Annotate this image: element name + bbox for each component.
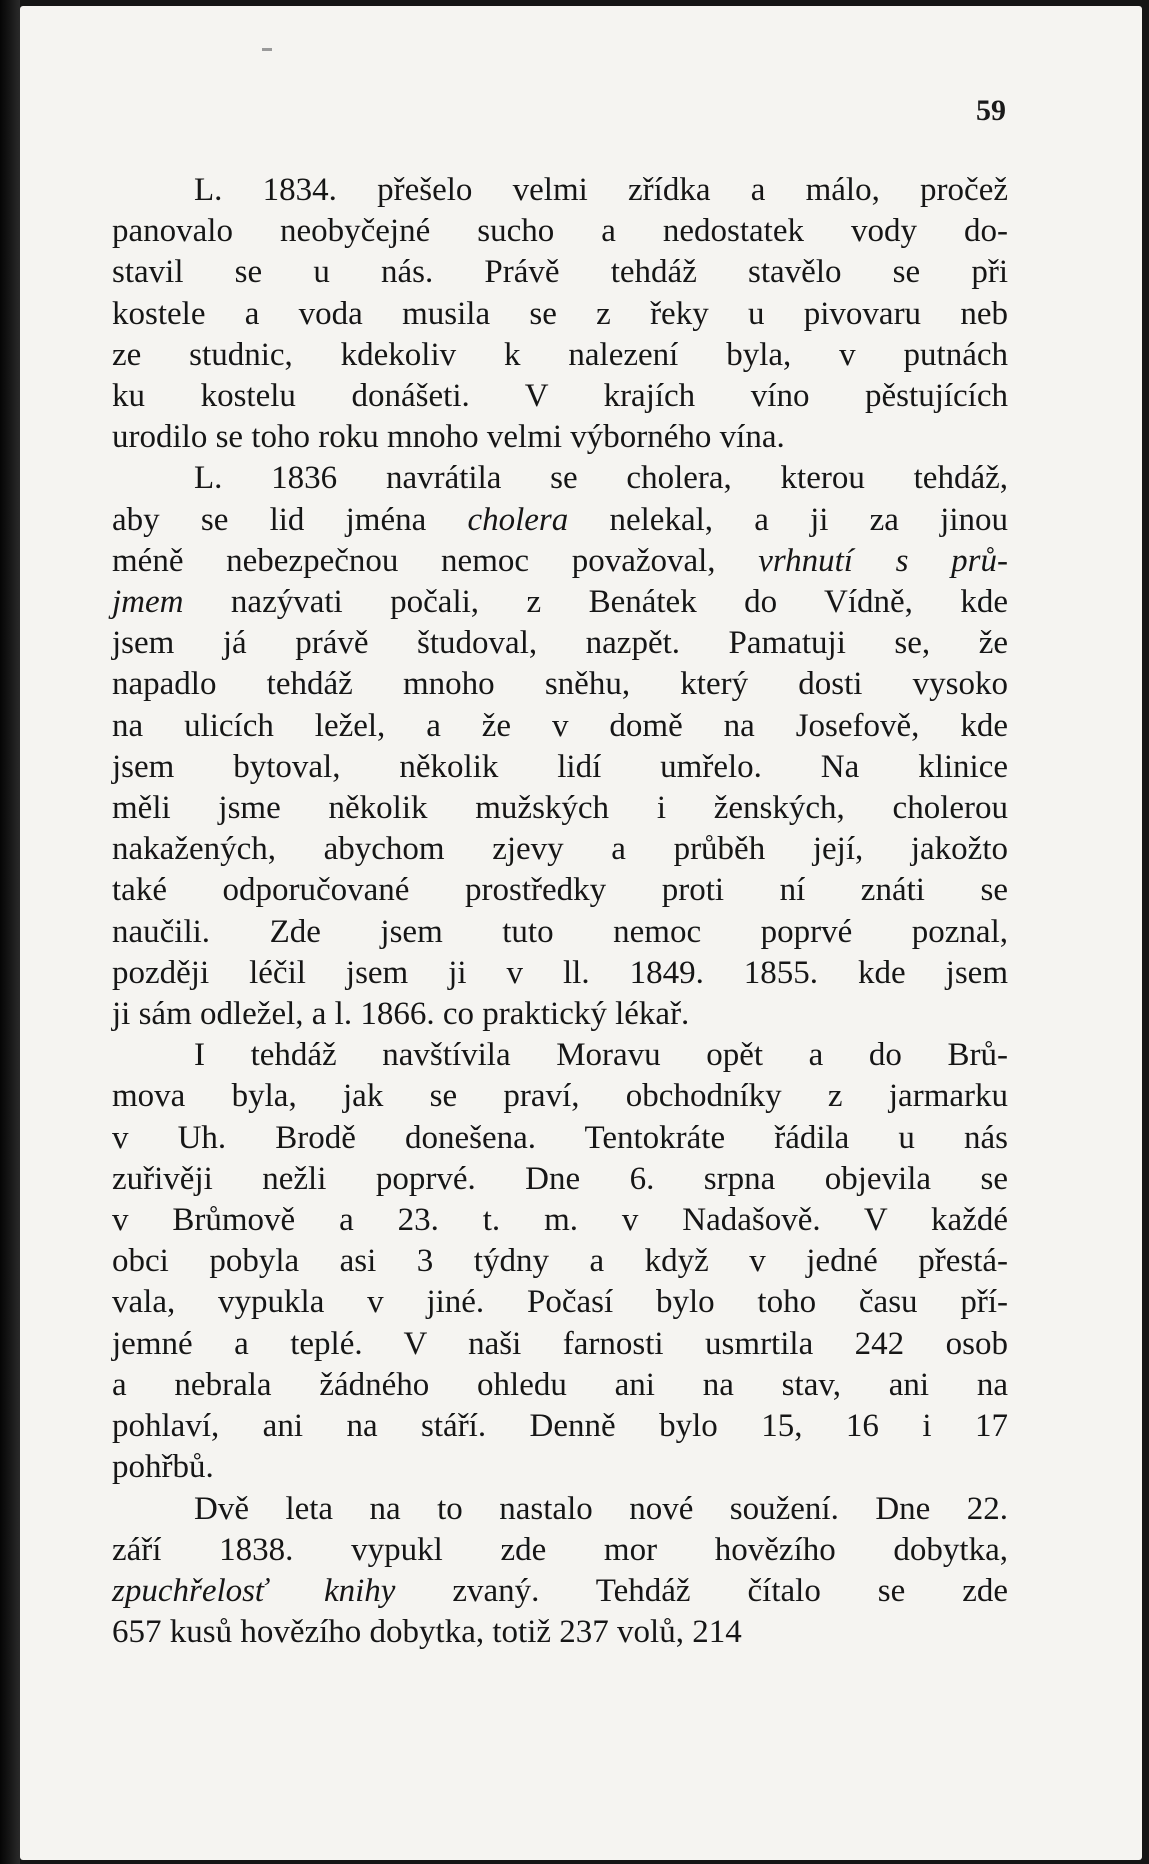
text-line — [112, 1324, 1008, 1365]
text-run: urodilo se toho roku mnoho velmi výborného vína. — [112, 419, 785, 456]
text-line — [112, 1365, 1008, 1406]
scan-speck — [262, 48, 272, 51]
text-run: Dvě leta na to nastalo nové soužení. Dne 22. — [194, 1490, 1008, 1527]
text-run: nazývati počali, z Benátek do Vídně, kde — [183, 584, 1008, 621]
text-run: pohřbů. — [112, 1449, 214, 1486]
text-line — [112, 1530, 1008, 1571]
text-run: napadlo tehdáž mnoho sněhu, který dosti vysoko — [112, 666, 1008, 703]
text-run: L. 1834. přešelo velmi zřídka a málo, pročež — [194, 172, 1008, 208]
paragraph — [112, 458, 1008, 1035]
text-line — [112, 376, 1008, 417]
text-run: panovalo neobyčejné sucho a nedostatek vody do- — [112, 213, 1008, 250]
text-run: zvaný. Tehdáž čítalo se zde — [395, 1572, 1008, 1609]
paragraph — [112, 1489, 1008, 1654]
text-run: měli jsme několik mužských i ženských, cholerou — [112, 790, 1008, 827]
text-line — [112, 1612, 1008, 1653]
text-run: obci pobyla asi 3 týdny a když v jedné přestá- — [112, 1243, 1008, 1280]
text-line — [112, 252, 1008, 293]
body-text — [112, 170, 1008, 1653]
text-line — [112, 1241, 1008, 1282]
page-number: 59 — [976, 94, 1006, 127]
text-line — [112, 1035, 1008, 1076]
text-run: později léčil jsem ji v ll. 1849. 1855. kde jsem — [112, 954, 1008, 991]
text-line — [112, 953, 1008, 994]
text-run: září 1838. vypukl zde mor hovězího dobytka, — [112, 1531, 1008, 1568]
text-line — [112, 1489, 1008, 1530]
text-line — [112, 211, 1008, 252]
text-run: I tehdáž navštívila Moravu opět a do Brů- — [194, 1037, 1008, 1074]
text-run: na ulicích ležel, a že v domě na Josefově, kde — [112, 707, 1008, 744]
text-line — [112, 829, 1008, 870]
text-run: ji sám odležel, a l. 1866. co praktický lékař. — [112, 996, 690, 1033]
text-line — [112, 294, 1008, 335]
text-line — [112, 788, 1008, 829]
text-line — [112, 541, 1008, 582]
scan-edge-shadow — [0, 0, 20, 1864]
text-run: aby se lid jména — [112, 501, 468, 538]
italic-term: zpuchřelosť knihy — [112, 1572, 396, 1609]
text-line — [112, 170, 1008, 211]
text-line — [112, 1200, 1008, 1241]
text-line — [112, 994, 1008, 1035]
text-line — [112, 417, 1008, 458]
text-run: stavil se u nás. Právě tehdáž stavělo se při — [112, 254, 1008, 291]
text-line — [112, 1118, 1008, 1159]
text-run: jsem já právě študoval, nazpět. Pamatuji se, že — [112, 625, 1008, 662]
text-run: ze studnic, kdekoliv k nalezení byla, v putnách — [112, 336, 1008, 373]
text-run: nelekal, a ji za jinou — [568, 501, 1008, 538]
italic-term: cholera — [467, 501, 569, 538]
text-run: jemné a teplé. V naši farnosti usmrtila 242 osob — [112, 1325, 1008, 1362]
text-line — [112, 623, 1008, 664]
paragraph — [112, 1035, 1008, 1488]
text-run: vala, vypukla v jiné. Počasí bylo toho času pří- — [112, 1284, 1008, 1321]
paragraph — [112, 170, 1008, 458]
text-line — [112, 1282, 1008, 1323]
text-run: nakažených, abychom zjevy a průběh její, jakožto — [112, 831, 1008, 868]
text-run: zuřivěji nežli poprvé. Dne 6. srpna objevila se — [112, 1160, 1008, 1197]
text-run: jsem bytoval, několik lidí umřelo. Na klinice — [112, 748, 1008, 785]
text-line — [112, 706, 1008, 747]
text-run: L. 1836 navrátila se cholera, kterou tehdáž, — [194, 460, 1008, 497]
text-run: méně nebezpečnou nemoc považoval, — [112, 542, 759, 579]
text-line — [112, 747, 1008, 788]
italic-term: vrhnutí s prů- — [758, 542, 1008, 579]
text-run: mova byla, jak se praví, obchodníky z jarmarku — [112, 1078, 1008, 1115]
text-run: také odporučované prostředky proti ní znáti se — [112, 872, 1008, 909]
text-run: a nebrala žádného ohledu ani na stav, ani na — [112, 1366, 1008, 1403]
text-line — [112, 582, 1008, 623]
text-line — [112, 500, 1008, 541]
text-run: v Brůmově a 23. t. m. v Nadašově. V každé — [112, 1202, 1008, 1239]
text-line — [112, 1159, 1008, 1200]
text-line — [112, 1571, 1008, 1612]
text-line — [112, 1406, 1008, 1447]
text-line — [112, 458, 1008, 499]
text-line — [112, 1076, 1008, 1117]
text-run: ku kostelu donášeti. V krajích víno pěstujících — [112, 378, 1008, 415]
text-run: kostele a voda musila se z řeky u pivovaru neb — [112, 295, 1008, 332]
text-run: 657 kusů hovězího dobytka, totiž 237 volů, 214 — [112, 1614, 742, 1651]
text-run: pohlaví, ani na stáří. Denně bylo 15, 16 i 17 — [112, 1408, 1008, 1445]
text-line — [112, 335, 1008, 376]
text-line — [112, 912, 1008, 953]
italic-term: jmem — [112, 584, 184, 621]
text-run: naučili. Zde jsem tuto nemoc poprvé poznal, — [112, 913, 1008, 950]
text-line — [112, 870, 1008, 911]
text-line — [112, 1447, 1008, 1488]
text-run: v Uh. Brodě donešena. Tentokráte řádila u nás — [112, 1119, 1008, 1156]
text-line — [112, 664, 1008, 705]
